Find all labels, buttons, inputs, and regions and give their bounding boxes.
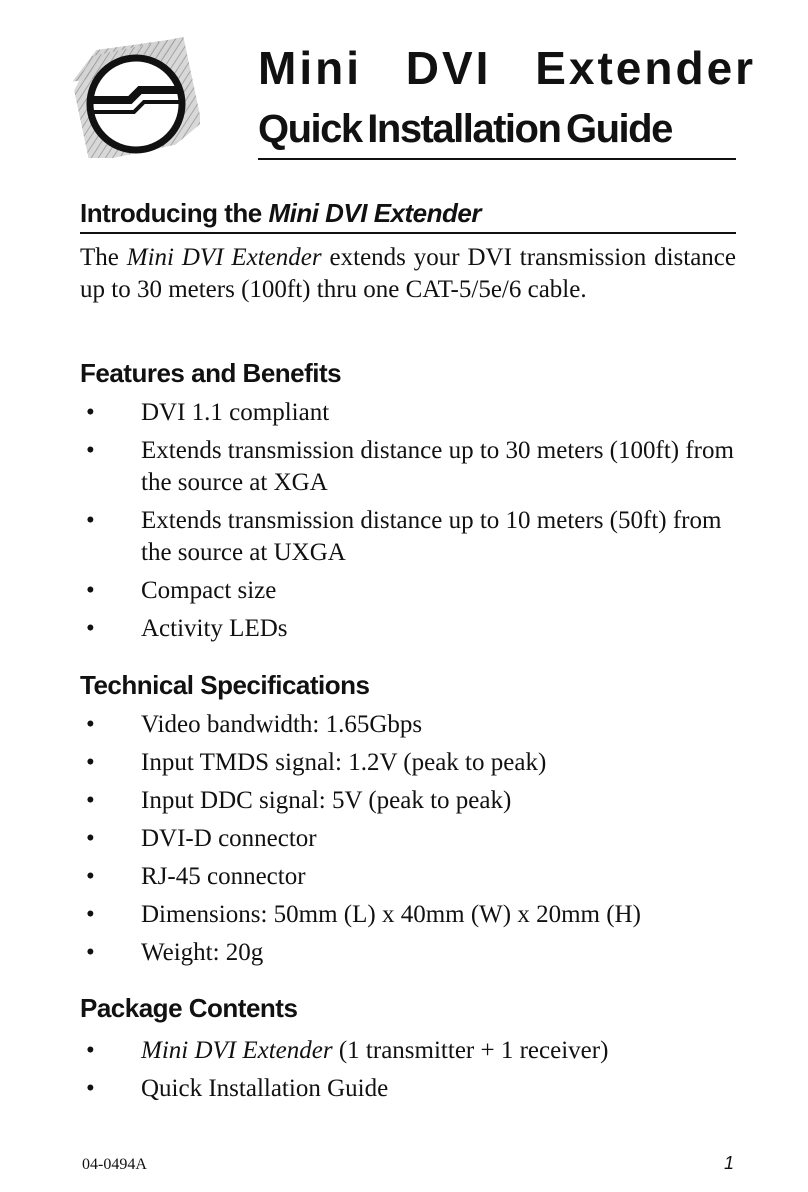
spec-text: Weight: 20g [141, 939, 264, 966]
bullet: • [86, 399, 95, 426]
specs-list [80, 709, 740, 975]
package-item-product: Mini DVI Extender [141, 1037, 333, 1064]
feature-text: DVI 1.1 compliant [141, 399, 330, 426]
brand-logo [70, 28, 200, 158]
bullet: • [86, 787, 95, 814]
title-divider [258, 158, 736, 160]
list-item [80, 1073, 740, 1105]
list-item [80, 937, 740, 969]
intro-divider [80, 232, 736, 234]
feature-text: Extends transmission distance up to 10 meters (50ft) from the source at UXGA [141, 507, 722, 566]
bullet: • [86, 901, 95, 928]
logo-mark-icon [70, 28, 200, 158]
list-item [80, 575, 740, 607]
package-item-rest: (1 transmitter + 1 receiver) [338, 1037, 609, 1064]
spec-text: Input DDC signal: 5V (peak to peak) [141, 787, 512, 814]
list-item [80, 505, 740, 569]
intro-para-rest: extends your DVI transmission distance up to 30 meters (100ft) thru one CAT-5/5e/6 cable. [80, 244, 736, 303]
spec-text: Input TMDS signal: 1.2V (peak to peak) [141, 749, 547, 776]
page-title: Mini DVI Extender [258, 42, 757, 94]
package-list [80, 1035, 740, 1111]
page-subtitle: Quick Installation Guide [258, 107, 672, 151]
bullet: • [86, 577, 95, 604]
bullet: • [86, 437, 95, 464]
bullet: • [86, 1075, 95, 1102]
intro-para-prefix: The [80, 244, 119, 271]
bullet: • [86, 749, 95, 776]
list-item [80, 823, 740, 855]
features-list [80, 397, 740, 651]
feature-text: Activity LEDs [141, 615, 288, 642]
bullet: • [86, 825, 95, 852]
list-item [80, 861, 740, 893]
bullet: • [86, 615, 95, 642]
intro-heading-product: Mini DVI Extender [268, 198, 481, 228]
intro-para-product: Mini DVI Extender [126, 244, 322, 271]
spec-text: RJ-45 connector [141, 863, 306, 890]
specs-heading: Technical Specifications [80, 670, 370, 700]
document-code: 04-0494A [82, 1156, 147, 1173]
list-item [80, 785, 740, 817]
list-item [80, 899, 740, 931]
list-item [80, 709, 740, 741]
list-item [80, 747, 740, 779]
bullet: • [86, 939, 95, 966]
list-item [80, 1035, 740, 1067]
intro-heading-prefix: Introducing the [80, 198, 262, 228]
bullet: • [86, 1037, 95, 1064]
features-heading: Features and Benefits [80, 358, 342, 388]
package-item-text: Quick Installation Guide [141, 1075, 389, 1102]
bullet: • [86, 507, 95, 534]
feature-text: Extends transmission distance up to 30 meters (100ft) from the source at XGA [141, 437, 734, 496]
list-item [80, 397, 740, 429]
page-number: 1 [724, 1153, 735, 1173]
intro-heading [80, 196, 481, 230]
feature-text: Compact size [141, 577, 277, 604]
intro-paragraph [80, 242, 736, 306]
package-heading: Package Contents [80, 993, 298, 1023]
spec-text: DVI-D connector [141, 825, 317, 852]
spec-text: Dimensions: 50mm (L) x 40mm (W) x 20mm (H) [141, 901, 641, 928]
list-item [80, 613, 740, 645]
spec-text: Video bandwidth: 1.65Gbps [141, 711, 423, 738]
bullet: • [86, 711, 95, 738]
list-item [80, 435, 740, 499]
bullet: • [86, 863, 95, 890]
